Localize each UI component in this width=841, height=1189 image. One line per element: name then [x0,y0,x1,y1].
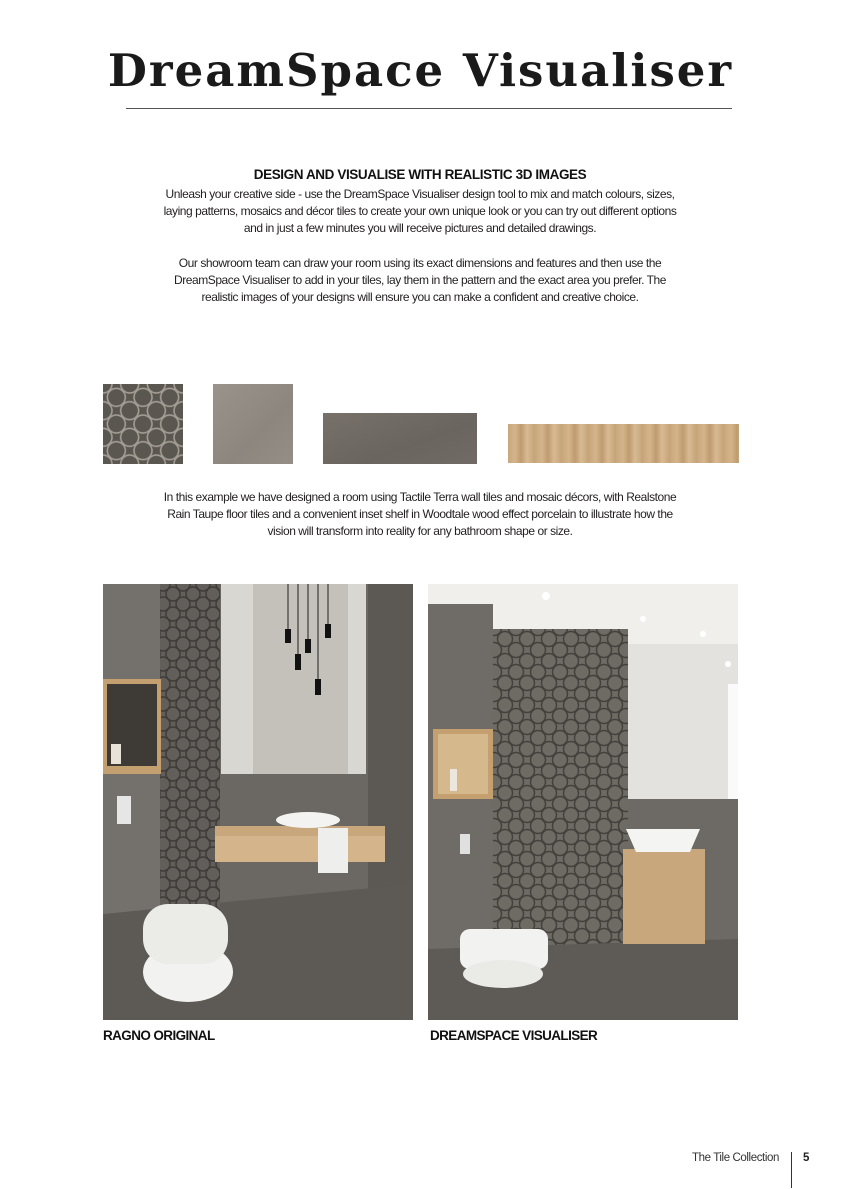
dreamspace-visualiser-photo [428,584,738,1020]
intro-paragraph: Unleash your creative side - use the DreamSpace Visualiser design tool to mix and match colours, sizes, laying patterns, mosaics and décor tiles to create your own unique look or you can try out different options and in just a few minutes you will receive pictures and detailed drawings. [163,187,677,235]
section-heading: DESIGN AND VISUALISE WITH REALISTIC 3D IMAGES [253,167,587,182]
wood-effect-swatch [508,424,739,463]
example-paragraph: In this example we have designed a room using Tactile Terra wall tiles and mosaic décors, with Realstone Rain Taupe floor tiles and a convenient inset shelf in Woodtale wood effect porcelain to illustrate how the vision will transform into reality for any bathroom shape or size. [163,490,677,538]
footer-divider [791,1152,792,1188]
page-title: DreamSpace Visualiser [107,44,734,97]
caption-dreamspace-visualiser: DREAMSPACE VISUALISER [430,1028,598,1043]
floor-tile-swatch [323,413,477,464]
caption-ragno-original: RAGNO ORIGINAL [103,1028,215,1043]
ragno-original-photo [103,584,413,1020]
showroom-paragraph: Our showroom team can draw your room using its exact dimensions and features and then use the DreamSpace Visualiser to add in your tiles, lay them in the pattern and the exact area you prefer. The realistic images of your designs will ensure you can make a confident and creative choice. [174,256,666,304]
wall-tile-swatch [213,384,293,464]
mosaic-pattern-icon [103,384,183,464]
page-number: 5 [803,1152,810,1164]
mosaic-decor-swatch [103,384,183,464]
title-underline [126,108,732,109]
footer-collection-name: The Tile Collection [692,1152,779,1164]
